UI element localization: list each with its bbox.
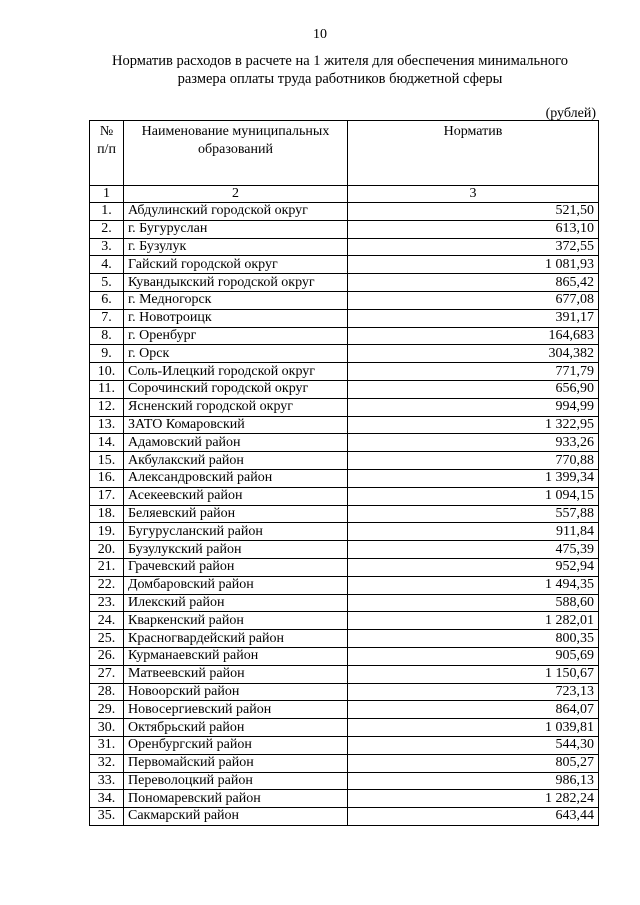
norm-value: 643,44 <box>348 808 599 826</box>
table-row <box>90 612 599 630</box>
municipality-name: г. Оренбург <box>124 327 348 345</box>
table-header-row <box>90 121 599 186</box>
norm-value: 911,84 <box>348 523 599 541</box>
municipality-name: Грачевский район <box>124 558 348 576</box>
row-number: 28. <box>90 683 124 701</box>
norm-value: 1 150,67 <box>348 665 599 683</box>
municipality-name: Пономаревский район <box>124 790 348 808</box>
table-row <box>90 291 599 309</box>
municipality-name: Оренбургский район <box>124 736 348 754</box>
table-row <box>90 647 599 665</box>
municipality-name: Абдулинский городской округ <box>124 203 348 221</box>
table-row <box>90 469 599 487</box>
table-row <box>90 434 599 452</box>
row-number: 19. <box>90 523 124 541</box>
column-number: 2 <box>124 186 348 203</box>
row-number: 26. <box>90 647 124 665</box>
table-row <box>90 576 599 594</box>
row-number: 11. <box>90 380 124 398</box>
header-num: № п/п <box>90 121 124 186</box>
title-line-1: Норматив расходов в расчете на 1 жителя для обеспечения минимального <box>112 53 568 69</box>
row-number: 8. <box>90 327 124 345</box>
table-row <box>90 736 599 754</box>
table-row <box>90 256 599 274</box>
municipality-name: Домбаровский район <box>124 576 348 594</box>
norm-value: 933,26 <box>348 434 599 452</box>
table-row <box>90 363 599 381</box>
municipality-name: Октябрьский район <box>124 719 348 737</box>
norm-value: 952,94 <box>348 558 599 576</box>
norm-value: 475,39 <box>348 541 599 559</box>
row-number: 15. <box>90 452 124 470</box>
row-number: 29. <box>90 701 124 719</box>
municipality-name: Асекеевский район <box>124 487 348 505</box>
norm-value: 521,50 <box>348 203 599 221</box>
municipality-name: Бузулукский район <box>124 541 348 559</box>
row-number: 5. <box>90 274 124 292</box>
table-row <box>90 683 599 701</box>
table-row <box>90 523 599 541</box>
row-number: 17. <box>90 487 124 505</box>
row-number: 34. <box>90 790 124 808</box>
units-label: (рублей) <box>545 106 596 121</box>
header-name: Наименование муниципальных образований <box>124 121 348 186</box>
row-number: 32. <box>90 754 124 772</box>
municipality-name: г. Медногорск <box>124 291 348 309</box>
row-number: 3. <box>90 238 124 256</box>
municipality-name: г. Бугуруслан <box>124 220 348 238</box>
norm-value: 770,88 <box>348 452 599 470</box>
row-number: 9. <box>90 345 124 363</box>
norm-value: 905,69 <box>348 647 599 665</box>
row-number: 31. <box>90 736 124 754</box>
municipality-name: Акбулакский район <box>124 452 348 470</box>
row-number: 13. <box>90 416 124 434</box>
municipality-name: Бугурусланский район <box>124 523 348 541</box>
title-line-2: размера оплаты труда работников бюджетной сферы <box>177 71 503 87</box>
table-row <box>90 274 599 292</box>
norm-value: 986,13 <box>348 772 599 790</box>
municipality-name: г. Орск <box>124 345 348 363</box>
norm-value: 1 282,24 <box>348 790 599 808</box>
header-value: Норматив <box>348 121 599 186</box>
norm-value: 677,08 <box>348 291 599 309</box>
municipality-name: Кваркенский район <box>124 612 348 630</box>
table-row <box>90 665 599 683</box>
table-row <box>90 790 599 808</box>
norm-value: 800,35 <box>348 630 599 648</box>
municipality-name: Новосергиевский район <box>124 701 348 719</box>
table-row <box>90 398 599 416</box>
municipality-name: Новоорский район <box>124 683 348 701</box>
norm-value: 1 039,81 <box>348 719 599 737</box>
table-row <box>90 772 599 790</box>
norm-value: 372,55 <box>348 238 599 256</box>
norm-value: 557,88 <box>348 505 599 523</box>
municipality-name: Соль-Илецкий городской округ <box>124 363 348 381</box>
norm-value: 588,60 <box>348 594 599 612</box>
row-number: 33. <box>90 772 124 790</box>
row-number: 12. <box>90 398 124 416</box>
municipality-name: Первомайский район <box>124 754 348 772</box>
norm-value: 1 494,35 <box>348 576 599 594</box>
norm-value: 304,382 <box>348 345 599 363</box>
row-number: 4. <box>90 256 124 274</box>
row-number: 16. <box>90 469 124 487</box>
norm-table <box>89 120 599 826</box>
row-number: 35. <box>90 808 124 826</box>
norm-value: 723,13 <box>348 683 599 701</box>
municipality-name: Сорочинский городской округ <box>124 380 348 398</box>
municipality-name: ЗАТО Комаровский <box>124 416 348 434</box>
document-title <box>70 52 610 88</box>
norm-value: 771,79 <box>348 363 599 381</box>
norm-value: 391,17 <box>348 309 599 327</box>
municipality-name: Илекский район <box>124 594 348 612</box>
table-row <box>90 701 599 719</box>
table-row <box>90 808 599 826</box>
row-number: 24. <box>90 612 124 630</box>
municipality-name: Переволоцкий район <box>124 772 348 790</box>
row-number: 18. <box>90 505 124 523</box>
norm-value: 544,30 <box>348 736 599 754</box>
table-row <box>90 309 599 327</box>
municipality-name: Кувандыкский городской округ <box>124 274 348 292</box>
page-number: 10 <box>313 27 327 42</box>
row-number: 14. <box>90 434 124 452</box>
table-row <box>90 220 599 238</box>
table-row <box>90 416 599 434</box>
row-number: 30. <box>90 719 124 737</box>
table-row <box>90 630 599 648</box>
table-row <box>90 719 599 737</box>
table-row <box>90 380 599 398</box>
norm-value: 1 322,95 <box>348 416 599 434</box>
municipality-name: Гайский городской округ <box>124 256 348 274</box>
table-row <box>90 452 599 470</box>
municipality-name: Красногвардейский район <box>124 630 348 648</box>
norm-value: 805,27 <box>348 754 599 772</box>
municipality-name: Сакмарский район <box>124 808 348 826</box>
table-row <box>90 558 599 576</box>
table-row <box>90 505 599 523</box>
norm-value: 613,10 <box>348 220 599 238</box>
municipality-name: Адамовский район <box>124 434 348 452</box>
row-number: 22. <box>90 576 124 594</box>
row-number: 10. <box>90 363 124 381</box>
row-number: 20. <box>90 541 124 559</box>
table-row <box>90 754 599 772</box>
table-row <box>90 487 599 505</box>
municipality-name: Курманаевский район <box>124 647 348 665</box>
norm-value: 1 282,01 <box>348 612 599 630</box>
table-row <box>90 327 599 345</box>
row-number: 25. <box>90 630 124 648</box>
norm-value: 1 399,34 <box>348 469 599 487</box>
table-row <box>90 594 599 612</box>
norm-value: 994,99 <box>348 398 599 416</box>
municipality-name: Беляевский район <box>124 505 348 523</box>
table-row <box>90 238 599 256</box>
municipality-name: г. Бузулук <box>124 238 348 256</box>
table-row <box>90 345 599 363</box>
row-number: 7. <box>90 309 124 327</box>
column-number: 1 <box>90 186 124 203</box>
column-number: 3 <box>348 186 599 203</box>
row-number: 2. <box>90 220 124 238</box>
municipality-name: Матвеевский район <box>124 665 348 683</box>
norm-value: 164,683 <box>348 327 599 345</box>
municipality-name: г. Новотроицк <box>124 309 348 327</box>
table-row <box>90 203 599 221</box>
row-number: 6. <box>90 291 124 309</box>
row-number: 27. <box>90 665 124 683</box>
norm-value: 656,90 <box>348 380 599 398</box>
row-number: 1. <box>90 203 124 221</box>
row-number: 23. <box>90 594 124 612</box>
municipality-name: Ясненский городской округ <box>124 398 348 416</box>
table-row <box>90 541 599 559</box>
row-number: 21. <box>90 558 124 576</box>
norm-value: 864,07 <box>348 701 599 719</box>
norm-value: 1 094,15 <box>348 487 599 505</box>
norm-value: 1 081,93 <box>348 256 599 274</box>
municipality-name: Александровский район <box>124 469 348 487</box>
column-numbers-row <box>90 186 599 203</box>
norm-value: 865,42 <box>348 274 599 292</box>
